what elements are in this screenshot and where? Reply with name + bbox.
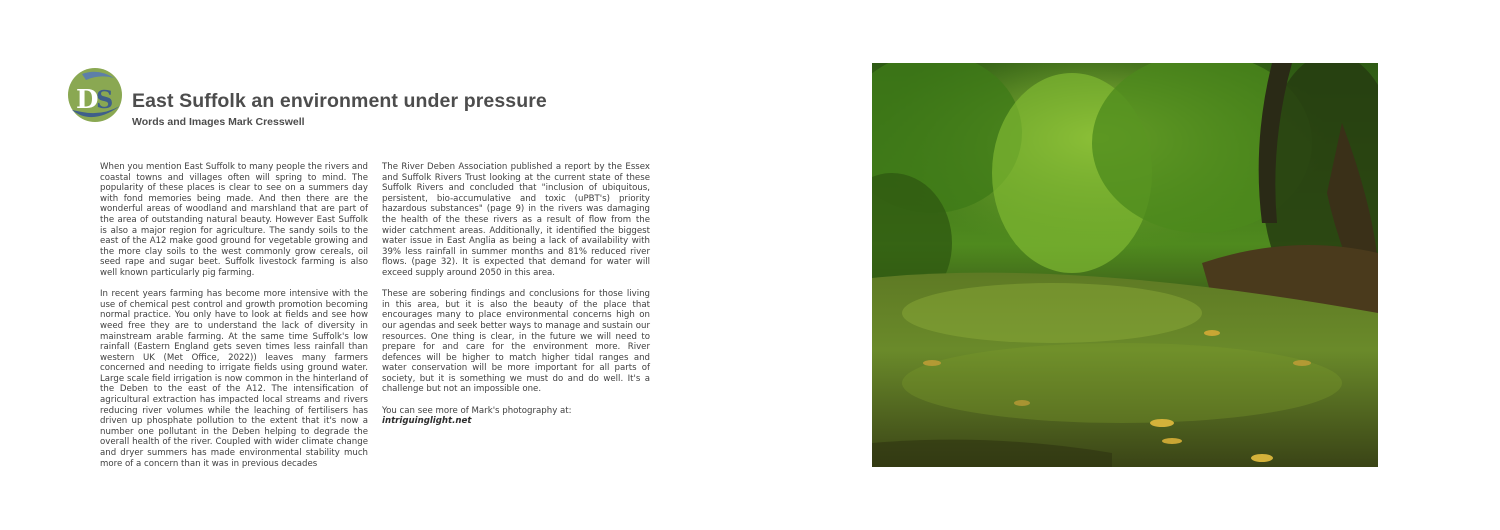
article-title: East Suffolk an environment under pressure (132, 90, 547, 112)
svg-text:S: S (96, 85, 114, 114)
more-info-text: You can see more of Mark's photography at: (382, 405, 572, 416)
river-photo (872, 63, 1378, 467)
paragraph: In recent years farming has become more intensive with the use of chemical pest control and growth promotion becoming normal practice. You only have to look at fields and see how weed free they are to understand the lack of diversity in mainstream arable farming. At the same time Suffolk's low rainfall (Eastern England gets seven times less rainfall than western UK (Met Office, 2022)) leaves many farmers concerned and needing to irrigate fields using ground water. Large scale field irrigation is now common in the hinterland of the Deben to the east of the A12. The intensification of agricultural extraction has impacted local streams and rivers reducing river volumes while the leaching of fertilisers has driven up phosphate pollution to the extent that it's now a number one pollutant in the Deben helping to degrade the overall health of the river. Coupled with wider climate change and dryer summers has made environmental stability much more of a concern than it was in previous decades (100, 289, 368, 469)
article-byline: Words and Images Mark Cresswell (132, 116, 305, 128)
website-link[interactable]: intriguinglight.net (382, 416, 472, 427)
logo-mark: D (76, 85, 99, 115)
article-column-left (100, 162, 368, 480)
paragraph: These are sobering findings and conclusions for those living in this area, but it is also the beauty of the place that encourages many to place environmental concerns high on our agendas and seek better ways to manage and sustain our resources. One thing is clear, in the future we will need to prepare for and care for the environment more. River defences will be higher to match higher tidal ranges and water conservation will be more important for all parts of society, but it is something we must do and do well. It's a challenge but not an impossible one. (382, 289, 650, 395)
paragraph: When you mention East Suffolk to many people the rivers and coastal towns and villages often will spring to mind. The popularity of these places is clear to see on a summers day with fond memories being made. And then there are the wonderful areas of woodland and marshland that are part of the area of outstanding natural beauty. However East Suffolk is also a major region for agriculture. The sandy soils to the east of the A12 make good ground for vegetable growing and the more clay soils to the west commonly grow cereals, oil seed rape and sugar beet. Suffolk livestock farming is also well known particularly pig farming. (100, 162, 368, 278)
paragraph: The River Deben Association published a report by the Essex and Suffolk Rivers Trust looking at the current state of these Suffolk Rivers and concluded that "inclusion of ubiquitous, persistent, bio-accumulative and toxic (uPBT's) priority hazardous substances" (page 9) in the rivers was damaging the health of the these rivers as a result of flow from the wider catchment areas. Additionally, it identified the biggest water issue in East Anglia as being a lack of availability with 39% less rainfall in summer months and 81% reduced river flows. (page 32). It is expected that demand for water will exceed supply around 2050 in this area. (382, 162, 650, 278)
article-column-right (382, 162, 650, 427)
logo (62, 66, 128, 124)
